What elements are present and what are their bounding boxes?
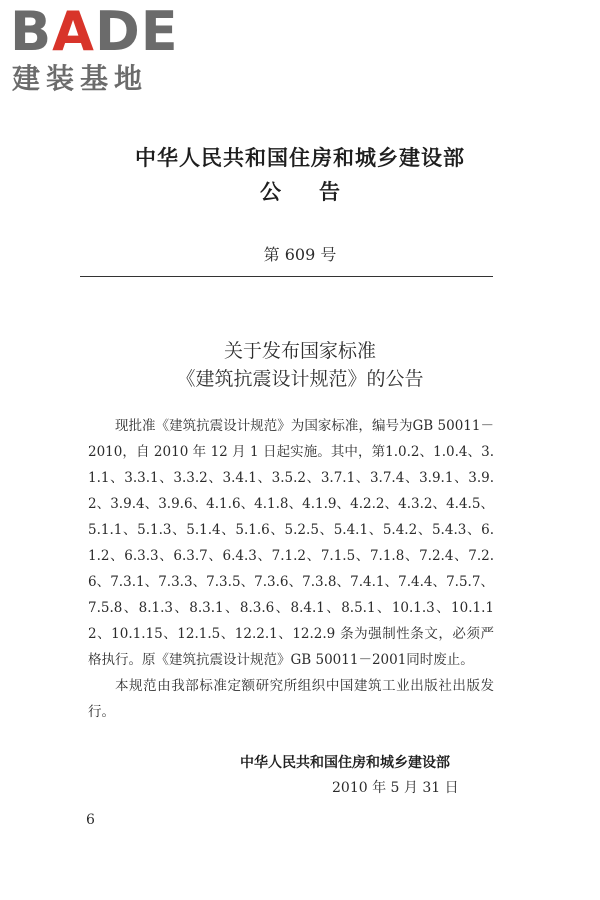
logo-wordmark bbox=[10, 0, 179, 63]
logo-letter-b: B bbox=[10, 0, 53, 63]
logo-subtitle: 建装基地 bbox=[12, 62, 149, 95]
notice-body bbox=[88, 413, 494, 725]
body-paragraph-2: 本规范由我部标准定额研究所组织中国建筑工业出版社出版发行。 bbox=[88, 678, 494, 720]
body-paragraph-1: 现批准《建筑抗震设计规范》为国家标准，编号为GB 50011－2010，自 2010 年 12 月 1 日起实施。其中，第1.0.2、1.0.4、3.1.1、3.3.1、3.3.2、3.4.1、3.5.2、3.7.1、3.7.4、3.9.1、3.9.2、3.9.4、3.9.6、4.1.6、4.1.8、4.1.9、4.2.2、4.3.2、4.4.5、5.1.1、5.1.3、5.1.4、5.1.6、5.2.5、5.4.1、5.4.2、5.4.3、6.1.2、6.3.3、6.3.7、6.4.3、7.1.2、7.1.5、7.1.8、7.2.4、7.2.6、7.3.1、7.3.3、7.3.5、7.3.6、7.3.8、7.4.1、7.4.4、7.5.7、7.5.8、8.1.3、8.3.1、8.3.6、8.4.1、8.5.1、10.1.3、10.1.12、10.1.15、12.1.5、12.2.1、12.2.9 条为强制性条文，必须严格执行。原《建筑抗震设计规范》GB 50011－2001同时废止。 bbox=[88, 418, 494, 668]
bade-logo bbox=[10, 0, 180, 100]
notice-number: 第 609 号 bbox=[263, 245, 337, 264]
ministry-heading: 中华人民共和国住房和城乡建设部 bbox=[135, 146, 465, 170]
logo-letter-a: A bbox=[52, 0, 95, 63]
signature-organization: 中华人民共和国住房和城乡建设部 bbox=[240, 755, 450, 771]
page-number: 6 bbox=[86, 812, 95, 828]
title-line-1: 关于发布国家标准 bbox=[223, 340, 376, 362]
notice-heading: 公告 bbox=[260, 180, 378, 204]
signature-date: 2010 年 5 月 31 日 bbox=[332, 780, 459, 796]
title-line-2: 《建筑抗震设计规范》的公告 bbox=[176, 368, 424, 390]
header-divider bbox=[80, 276, 493, 277]
logo-letters-de: DE bbox=[94, 0, 179, 63]
